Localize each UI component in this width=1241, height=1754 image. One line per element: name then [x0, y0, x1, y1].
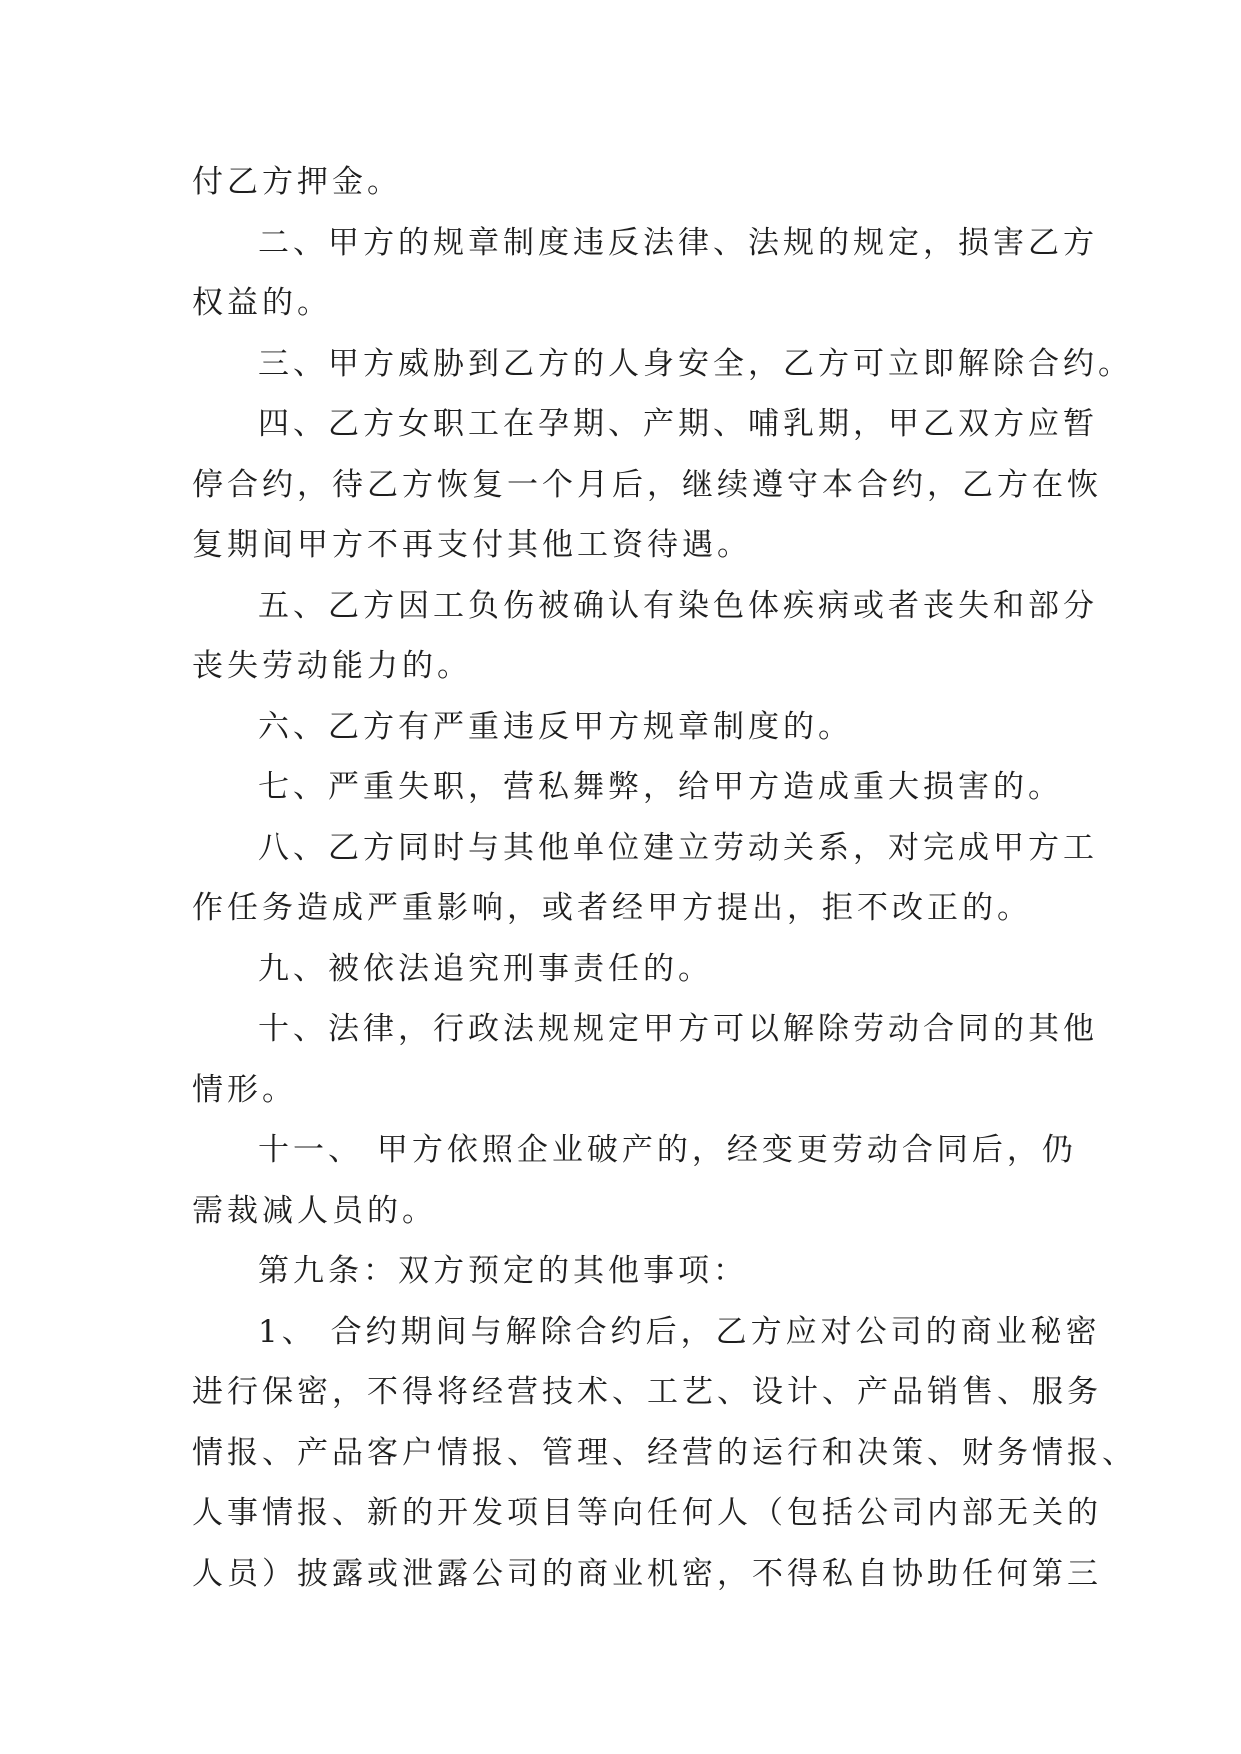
line-text: 丧失劳动能力的。	[192, 648, 472, 684]
text-line	[192, 636, 1052, 697]
line-text: 人事情报、新的开发项目等向任何人（包括公司内部无关的	[192, 1495, 1102, 1531]
text-line	[192, 515, 1052, 576]
line-text: 十一、 甲方依照企业破产的，经变更劳动合同后，仍	[258, 1132, 1077, 1168]
text-line	[192, 1241, 1052, 1302]
text-line	[192, 1544, 1102, 1605]
line-text: 停合约，待乙方恢复一个月后，继续遵守本合约，乙方在恢	[192, 466, 1102, 503]
line-text: 人员）披露或泄露公司的商业机密，不得私自协助任何第三	[192, 1555, 1102, 1592]
text-line	[192, 818, 1098, 879]
text-line	[192, 1181, 1052, 1242]
line-text: 四、乙方女职工在孕期、产期、哺乳期，甲乙双方应暂	[258, 406, 1098, 442]
line-text: 二、甲方的规章制度违反法律、法规的规定，损害乙方	[258, 224, 1098, 261]
line-text: 七、严重失职，营私舞弊，给甲方造成重大损害的。	[258, 769, 1063, 805]
line-text: 1、 合约期间与解除合约后，乙方应对公司的商业秘密	[258, 1313, 1101, 1350]
line-text: 十、法律，行政法规规定甲方可以解除劳动合同的其他	[258, 1011, 1098, 1047]
line-text: 九、被依法追究刑事责任的。	[258, 950, 713, 987]
line-text: 付乙方押金。	[192, 164, 402, 200]
line-text: 五、乙方因工负伤被确认有染色体疾病或者丧失和部分	[258, 587, 1098, 624]
text-line	[192, 213, 1098, 274]
text-line	[192, 1362, 1102, 1423]
text-line	[192, 1483, 1102, 1544]
text-line	[192, 334, 1133, 395]
text-line	[192, 1423, 1137, 1484]
text-line	[192, 757, 1063, 818]
text-line	[192, 999, 1098, 1060]
line-text: 复期间甲方不再支付其他工资待遇。	[192, 527, 752, 563]
line-text: 进行保密，不得将经营技术、工艺、设计、产品销售、服务	[192, 1374, 1102, 1410]
text-line	[192, 273, 1052, 334]
line-text: 作任务造成严重影响，或者经甲方提出，拒不改正的。	[192, 890, 1032, 926]
line-text: 八、乙方同时与其他单位建立劳动关系，对完成甲方工	[258, 829, 1098, 866]
line-text: 情形。	[192, 1071, 297, 1108]
document-body	[192, 152, 1137, 1604]
line-text: 权益的。	[192, 285, 332, 321]
line-text: 需裁减人员的。	[192, 1192, 437, 1229]
text-line	[192, 394, 1098, 455]
line-text: 情报、产品客户情报、管理、经营的运行和决策、财务情报、	[192, 1434, 1137, 1471]
line-text: 六、乙方有严重违反甲方规章制度的。	[258, 708, 853, 745]
text-line	[192, 1120, 1077, 1181]
text-line	[192, 878, 1052, 939]
text-line	[192, 939, 1052, 1000]
text-line	[192, 152, 1052, 213]
text-line	[192, 455, 1102, 516]
line-text: 第九条：双方预定的其他事项：	[258, 1253, 748, 1289]
text-line	[192, 697, 1052, 758]
text-line	[192, 1060, 1052, 1121]
text-line	[192, 576, 1098, 637]
text-line	[192, 1302, 1101, 1363]
line-text: 三、甲方威胁到乙方的人身安全，乙方可立即解除合约。	[258, 345, 1133, 382]
